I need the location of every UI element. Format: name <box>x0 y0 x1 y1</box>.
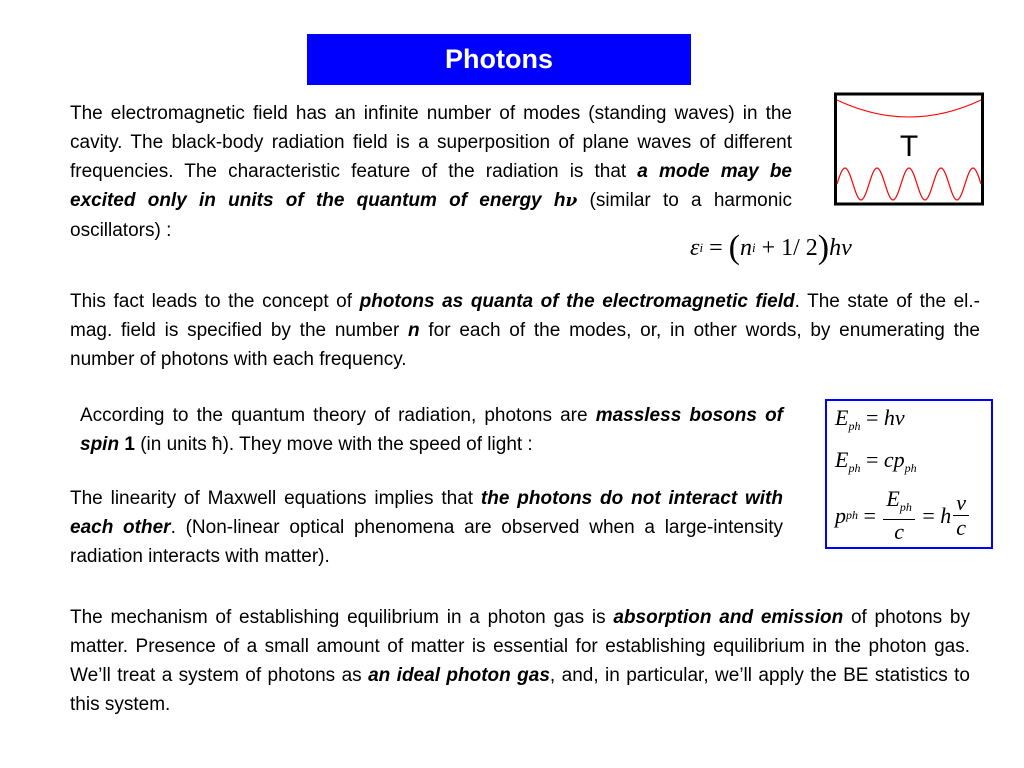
equals-sign: = <box>916 502 941 528</box>
E-symbol: E <box>835 405 849 430</box>
subscript-i-n: i <box>751 240 756 255</box>
left-paren: ( <box>728 229 740 266</box>
equals-sign: = <box>858 502 882 528</box>
paragraph-equilibrium-emphasis-2: an ideal photon gas <box>368 665 550 686</box>
momentum-equation <box>835 487 971 544</box>
E-symbol: E <box>886 486 900 511</box>
paragraph-photon-concept-n: n <box>408 320 420 341</box>
paragraph-modes-text-a: The electromagnetic field has an infinite number of modes (standing waves) in the cavity. The black-body radiation field is a superposition of plane waves of different frequencies. The characteristic feature of the radiation is that <box>70 103 792 182</box>
energy-over-c-fraction <box>883 487 914 544</box>
subscript-ph: ph <box>848 461 861 475</box>
subscript-ph: ph <box>904 461 917 475</box>
paragraph-quantum-theory-spin: 1 <box>119 434 135 455</box>
nu-over-c-fraction <box>953 491 969 540</box>
cp-symbol: cp <box>883 447 905 472</box>
paragraph-equilibrium-emphasis-1: absorption and emission <box>613 607 844 628</box>
slide-title-text: Photons <box>445 44 553 74</box>
fraction-numerator <box>883 487 914 520</box>
slide-title <box>307 34 691 85</box>
paragraph-equilibrium-text-b: of photons by matter. Presence of a small amount of matter is essential for establishing equilibrium in the photon gas. We’ll treat a system of photons as <box>70 607 970 686</box>
plus-half: + 1/ 2 <box>755 234 818 261</box>
subscript-ph: ph <box>848 419 861 433</box>
epsilon-symbol: ε <box>690 234 700 261</box>
paragraph-quantum-theory <box>80 401 783 459</box>
fraction-denominator <box>883 520 914 544</box>
paragraph-linearity-emphasis: the photons do not interact with each other <box>70 488 783 538</box>
p-symbol: p <box>835 502 846 528</box>
n-symbol: n <box>739 234 752 261</box>
right-paren: ) <box>817 229 830 266</box>
nu-symbol: ν <box>894 405 905 430</box>
temperature-label: T <box>899 130 919 163</box>
paragraph-quantum-theory-emphasis: massless bosons of spin <box>80 405 783 455</box>
paragraph-photon-concept-emphasis: photons as quanta of the electromagnetic field <box>359 291 795 312</box>
energy-momentum-equation <box>835 447 917 476</box>
paragraph-equilibrium-text-c: , and, in particular, we’ll apply the BE statistics to this system. <box>70 665 970 715</box>
paragraph-modes-text-b: (similar to a harmonic oscillators) : <box>70 190 792 241</box>
paragraph-photon-concept-text-a: This fact leads to the concept of <box>70 291 360 312</box>
c-symbol: c <box>894 519 905 544</box>
paragraph-modes-emphasis: a mode may be excited only in units of the quantum of energy h <box>70 161 792 211</box>
paragraph-photon-concept-text-c: for each of the modes, or, in other words, by enumerating the number of photons with each frequency. <box>70 320 980 370</box>
paragraph-quantum-theory-text-b: (in units ħ). They move with the speed of light : <box>134 434 533 455</box>
h-symbol: h <box>940 502 952 528</box>
paragraph-quantum-theory-text-a: According to the quantum theory of radiation, photons are <box>80 405 596 426</box>
photon-relations-box <box>825 399 993 549</box>
paragraph-linearity-text-b: . (Non-linear optical phenomena are observed when a large-intensity radiation interacts with matter). <box>70 517 783 567</box>
fraction-numerator <box>953 491 969 516</box>
nu-symbol: ν <box>841 234 852 261</box>
cavity-diagram <box>834 92 984 206</box>
E-symbol: E <box>835 447 849 472</box>
subscript-ph: ph <box>846 508 858 522</box>
paragraph-modes <box>70 99 792 245</box>
paragraph-equilibrium-text-a: The mechanism of establishing equilibrium in a photon gas is <box>70 607 614 628</box>
energy-frequency-equation <box>835 405 905 434</box>
equals-sign: = <box>703 234 729 261</box>
paragraph-linearity <box>70 484 783 571</box>
fraction-denominator <box>953 516 969 540</box>
equals-sign: = <box>860 447 884 472</box>
c-symbol: c <box>956 515 967 540</box>
paragraph-equilibrium <box>70 603 970 719</box>
paragraph-modes-nu: ν <box>565 191 578 211</box>
subscript-ph: ph <box>899 500 912 514</box>
h-symbol: h <box>883 405 895 430</box>
equals-sign: = <box>860 405 884 430</box>
paragraph-photon-concept <box>70 287 980 374</box>
subscript-i: i <box>699 240 704 255</box>
nu-symbol: ν <box>956 490 967 515</box>
mode-energy-equation <box>690 226 852 270</box>
paragraph-linearity-text-a: The linearity of Maxwell equations implies that <box>70 488 481 509</box>
paragraph-photon-concept-text-b: . The state of the el.-mag. field is specified by the number <box>70 291 980 341</box>
h-symbol: h <box>829 234 842 261</box>
